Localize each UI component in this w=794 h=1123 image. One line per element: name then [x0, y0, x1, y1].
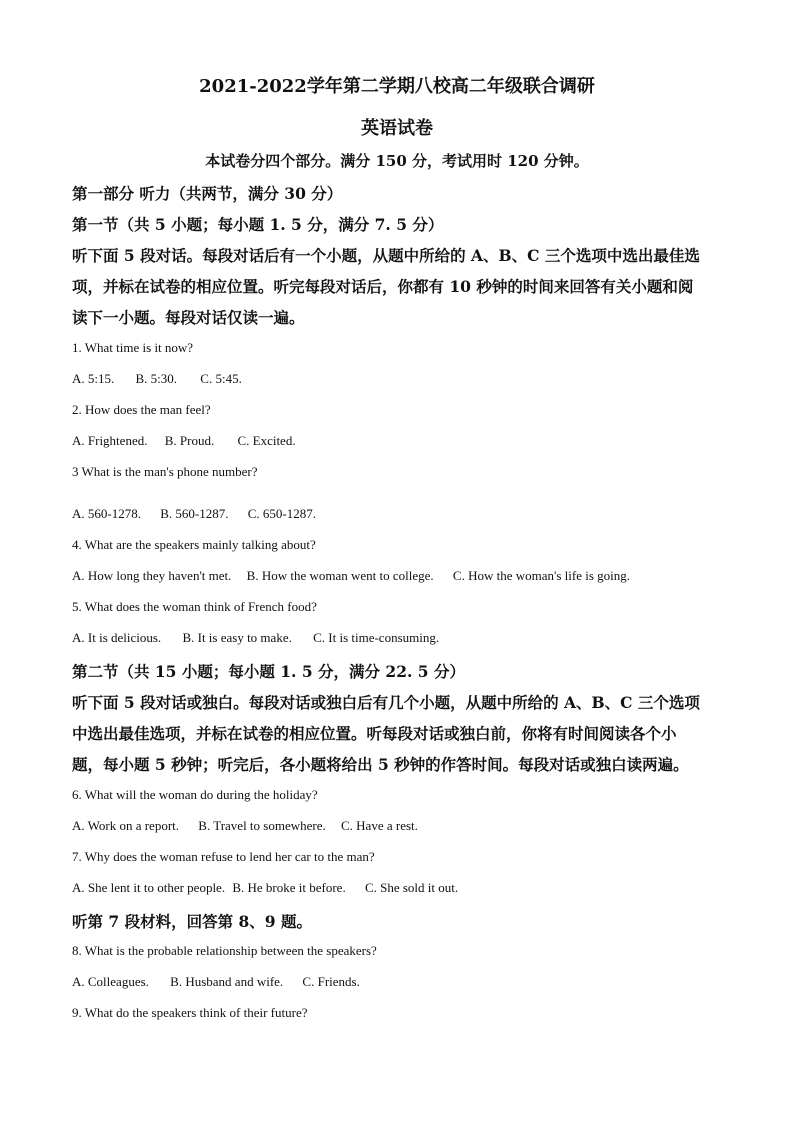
- option-c: C. It is time-consuming.: [313, 630, 440, 645]
- question-9: 9. What do the speakers think of their future?: [72, 1005, 308, 1020]
- question-5: 5. What does the woman think of French food?: [72, 599, 317, 614]
- option-b: B. How the woman went to college.: [246, 568, 434, 583]
- question-6-options: [72, 818, 418, 834]
- section1-heading: 第一节（共 5 小题；每小题 1. 5 分，满分 7. 5 分）: [72, 215, 444, 234]
- question-3: 3 What is the man's phone number?: [72, 464, 258, 479]
- option-a: A. It is delicious.: [72, 630, 162, 645]
- option-b: B. Proud.: [164, 433, 215, 448]
- option-c: C. She sold it out.: [364, 880, 459, 895]
- material-7-heading: 听第 7 段材料，回答第 8、9 题。: [72, 912, 312, 931]
- page-title: 2021-2022学年第二学期八校高二年级联合调研: [199, 76, 595, 97]
- option-a: A. She lent it to other people.: [72, 880, 226, 895]
- question-4-options: [72, 568, 630, 584]
- option-b: B. Husband and wife.: [170, 974, 284, 989]
- option-b: B. It is easy to make.: [182, 630, 292, 645]
- option-c: C. Have a rest.: [341, 818, 418, 833]
- section2-instruction-line: 题，每小题 5 秒钟；听完后，各小题将给出 5 秒钟的作答时间。每段对话或独白读两遍。: [72, 755, 689, 774]
- part1-heading: 第一部分 听力（共两节，满分 30 分）: [72, 184, 343, 203]
- question-5-options: [72, 630, 439, 646]
- option-c: C. Excited.: [237, 433, 296, 448]
- option-b: B. 560-1287.: [160, 506, 229, 521]
- question-3-options: [72, 506, 316, 522]
- section1-instruction-line: 读下一小题。每段对话仅读一遍。: [72, 308, 305, 327]
- question-8: 8. What is the probable relationship between the speakers?: [72, 943, 377, 958]
- option-c: C. How the woman's life is going.: [452, 568, 631, 583]
- option-c: C. Friends.: [302, 974, 360, 989]
- option-a: A. Colleagues.: [72, 974, 149, 989]
- option-a: A. Frightened.: [72, 433, 148, 448]
- option-b: B. He broke it before.: [232, 880, 346, 895]
- option-a: A. How long they haven't met.: [72, 568, 232, 583]
- question-7-options: [72, 880, 458, 896]
- question-1-options: [72, 371, 242, 387]
- option-a: A. 5:15.: [72, 371, 115, 386]
- page-subtitle: 英语试卷: [361, 118, 433, 139]
- question-7: 7. Why does the woman refuse to lend her car to the man?: [72, 849, 375, 864]
- question-4: 4. What are the speakers mainly talking about?: [72, 537, 316, 552]
- exam-note: 本试卷分四个部分。满分 150 分，考试用时 120 分钟。: [205, 152, 589, 170]
- option-c: C. 650-1287.: [247, 506, 316, 521]
- section1-instruction-line: 项，并标在试卷的相应位置。听完每段对话后，你都有 10 秒钟的时间来回答有关小题和阅: [72, 277, 694, 296]
- question-1: 1. What time is it now?: [72, 340, 194, 355]
- section2-heading: 第二节（共 15 小题；每小题 1. 5 分，满分 22. 5 分）: [72, 662, 465, 681]
- option-b: B. 5:30.: [135, 371, 178, 386]
- question-2: 2. How does the man feel?: [72, 402, 211, 417]
- question-8-options: [72, 974, 360, 990]
- option-b: B. Travel to somewhere.: [198, 818, 326, 833]
- section1-instruction-line: 听下面 5 段对话。每段对话后有一个小题，从题中所给的 A、B、C 三个选项中选出最佳选: [72, 246, 700, 265]
- option-a: A. Work on a report.: [72, 818, 180, 833]
- question-6: 6. What will the woman do during the holiday?: [72, 787, 318, 802]
- question-2-options: [72, 433, 296, 449]
- section2-instruction-line: 听下面 5 段对话或独白。每段对话或独白后有几个小题，从题中所给的 A、B、C 三个选项: [72, 693, 700, 712]
- option-a: A. 560-1278.: [72, 506, 141, 521]
- option-c: C. 5:45.: [200, 371, 242, 386]
- section2-instruction-line: 中选出最佳选项，并标在试卷的相应位置。听每段对话或独白前，你将有时间阅读各个小: [72, 724, 677, 743]
